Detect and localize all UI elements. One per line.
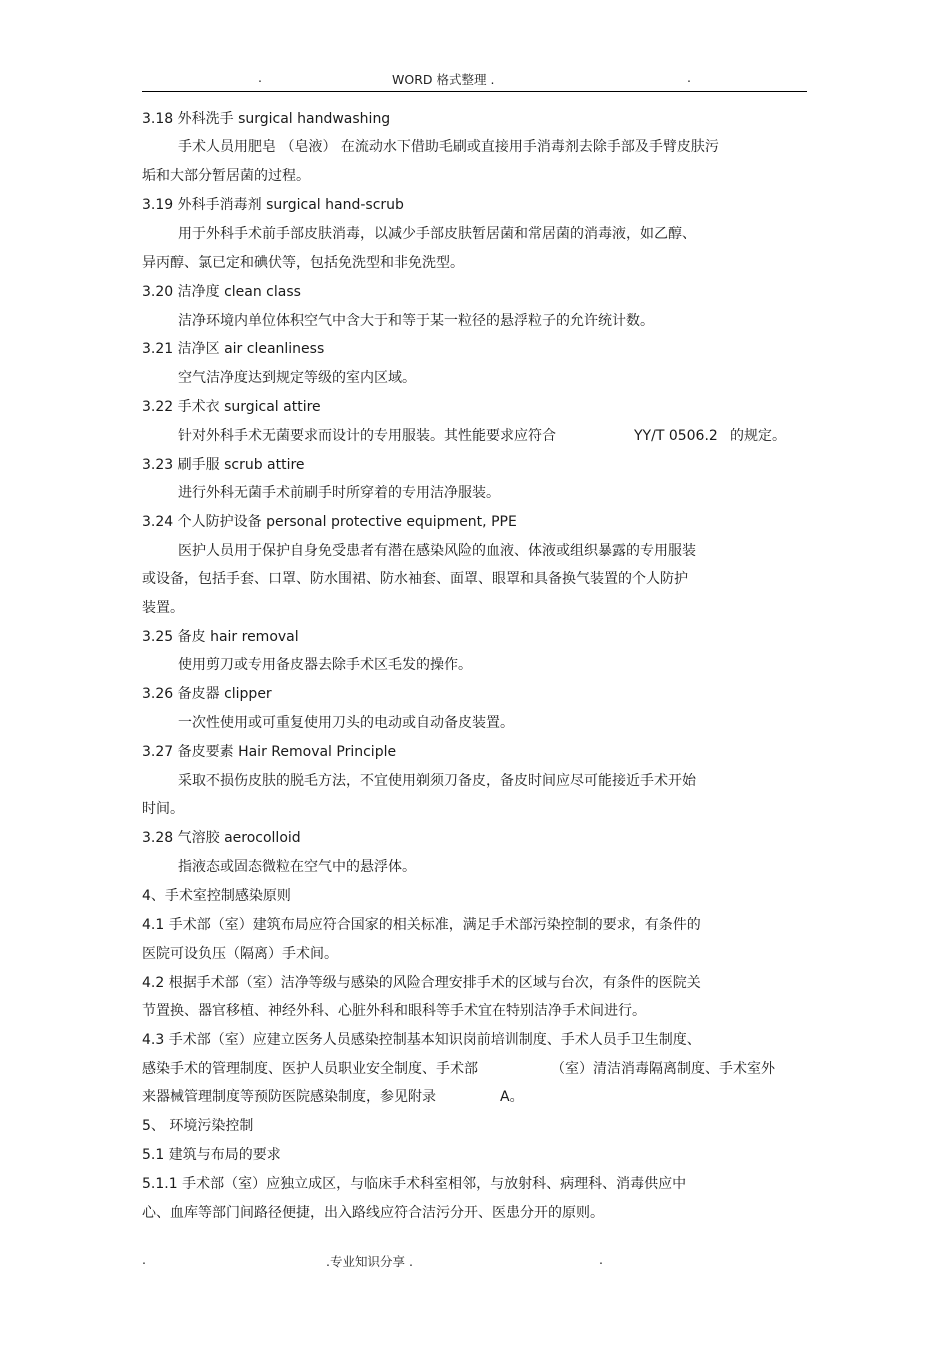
term-heading-3-27: 3.27 备皮要素 Hair Removal Principle xyxy=(142,744,397,760)
paragraph-line: 空气洁净度达到规定等级的室内区域。 xyxy=(178,370,416,386)
paragraph-line: 使用剪刀或专用备皮器去除手术区毛发的操作。 xyxy=(178,657,472,673)
paragraph-line: 进行外科无菌手术前刷手时所穿着的专用洁净服装。 xyxy=(178,485,500,501)
paragraph-line: 医院可设负压（隔离）手术间。 xyxy=(142,946,338,962)
header-dot-left: . xyxy=(258,70,262,85)
paragraph-line: 指液态或固态微粒在空气中的悬浮体。 xyxy=(178,859,416,875)
header-title: WORD 格式整理 . xyxy=(392,72,495,87)
paragraph-line: 用于外科手术前手部皮肤消毒，以减少手部皮肤暂居菌和常居菌的消毒液，如乙醇、 xyxy=(178,226,696,242)
section-heading-4: 4、手术室控制感染原则 xyxy=(142,888,291,904)
paragraph-line: 采取不损伤皮肤的脱毛方法，不宜使用剃须刀备皮，备皮时间应尽可能接近手术开始 xyxy=(178,773,696,789)
term-heading-3-21: 3.21 洁净区 air cleanliness xyxy=(142,341,325,357)
term-heading-3-24: 3.24 个人防护设备 personal protective equipment, PPE xyxy=(142,514,517,530)
paragraph-line: 洁净环境内单位体积空气中含大于和等于某一粒径的悬浮粒子的允许统计数。 xyxy=(178,313,654,329)
paragraph-line: 一次性使用或可重复使用刀头的电动或自动备皮装置。 xyxy=(178,715,514,731)
term-heading-3-20: 3.20 洁净度 clean class xyxy=(142,284,301,300)
appendix-reference: A。 xyxy=(500,1089,524,1105)
term-heading-3-22: 3.22 手术衣 surgical attire xyxy=(142,399,321,415)
paragraph-line: 时间。 xyxy=(142,801,184,817)
term-heading-3-28: 3.28 气溶胶 aerocolloid xyxy=(142,830,301,846)
paragraph-line: 节置换、器官移植、神经外科、心脏外科和眼科等手术宜在特别洁净手术间进行。 xyxy=(142,1003,646,1019)
term-heading-3-25: 3.25 备皮 hair removal xyxy=(142,629,299,645)
paragraph-line: 手术人员用肥皂 （皂液） 在流动水下借助毛刷或直接用手消毒剂去除手部及手臂皮肤污 xyxy=(178,139,719,155)
clause-4-2: 4.2 根据手术部（室）洁净等级与感染的风险合理安排手术的区域与台次，有条件的医院关 xyxy=(142,975,701,991)
paragraph-line-end: 的规定。 xyxy=(730,428,786,444)
term-heading-3-26: 3.26 备皮器 clipper xyxy=(142,686,272,702)
term-heading-3-19: 3.19 外科手消毒剂 surgical hand-scrub xyxy=(142,197,404,213)
section-heading-5: 5、 环境污染控制 xyxy=(142,1118,254,1134)
header-rule xyxy=(142,91,807,92)
clause-5-1-1: 5.1.1 手术部（室）应独立成区，与临床手术科室相邻，与放射科、病理科、消毒供应中 xyxy=(142,1176,687,1192)
clause-4-3: 4.3 手术部（室）应建立医务人员感染控制基本知识岗前培训制度、手术人员手卫生制度、 xyxy=(142,1032,701,1048)
paragraph-line: 针对外科手术无菌要求而设计的专用服装。其性能要求应符合 xyxy=(178,428,556,444)
term-heading-3-23: 3.23 刷手服 scrub attire xyxy=(142,457,305,473)
paragraph-line: 异丙醇、氯已定和碘伏等，包括免洗型和非免洗型。 xyxy=(142,255,464,271)
paragraph-line: 心、血库等部门间路径便捷，出入路线应符合洁污分开、医患分开的原则。 xyxy=(142,1205,604,1221)
paragraph-line: 来器械管理制度等预防医院感染制度，参见附录 xyxy=(142,1089,436,1105)
paragraph-line-cont: （室）清洁消毒隔离制度、手术室外 xyxy=(551,1061,775,1077)
paragraph-line: 医护人员用于保护自身免受患者有潜在感染风险的血液、体液或组织暴露的专用服装 xyxy=(178,543,696,559)
paragraph-line: 感染手术的管理制度、医护人员职业安全制度、手术部 xyxy=(142,1061,478,1077)
footer-dot-right: . xyxy=(599,1252,603,1267)
standard-reference: YY/T 0506.2 xyxy=(634,428,718,444)
footer-dot-left: . xyxy=(142,1252,146,1267)
paragraph-line: 垢和大部分暂居菌的过程。 xyxy=(142,168,310,184)
term-heading-3-18: 3.18 外科洗手 surgical handwashing xyxy=(142,111,391,127)
clause-4-1: 4.1 手术部（室）建筑布局应符合国家的相关标准，满足手术部污染控制的要求，有条件的 xyxy=(142,917,701,933)
header-dot-right: . xyxy=(687,70,691,85)
subsection-heading-5-1: 5.1 建筑与布局的要求 xyxy=(142,1147,281,1163)
footer-text: .专业知识分享 . xyxy=(326,1254,413,1269)
paragraph-line: 装置。 xyxy=(142,600,184,616)
paragraph-line: 或设备，包括手套、口罩、防水围裙、防水袖套、面罩、眼罩和具备换气装置的个人防护 xyxy=(142,571,688,587)
